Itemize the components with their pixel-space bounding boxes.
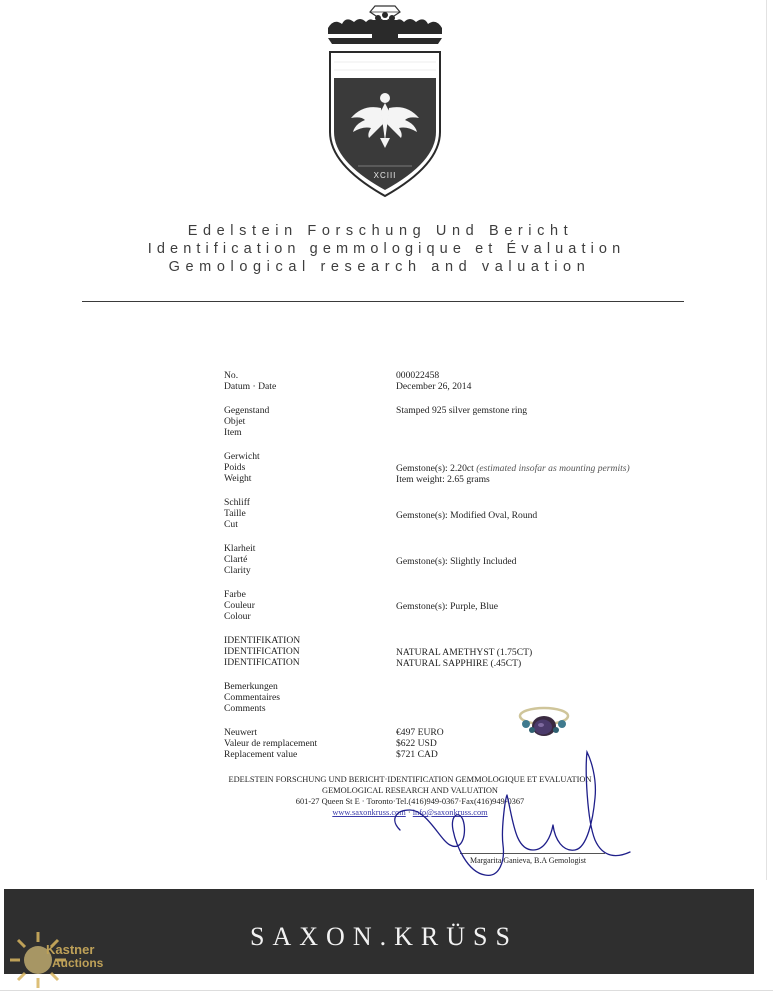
weight-gem-note: (estimated insofar as mounting permits) bbox=[476, 463, 630, 474]
replacement-label-en: Replacement value bbox=[224, 749, 298, 760]
signature-line bbox=[460, 853, 605, 854]
date-value: December 26, 2014 bbox=[396, 381, 472, 392]
title-german: Edelstein Forschung Und Bericht bbox=[187, 223, 574, 239]
weight-label-fr: Poids bbox=[224, 462, 246, 473]
replacement-value-eur: €497 EURO bbox=[396, 727, 444, 738]
crown-mantling-icon bbox=[328, 12, 442, 44]
ring-photo bbox=[512, 700, 576, 748]
email-link[interactable]: info@saxonkruss.com bbox=[412, 808, 488, 817]
identification-label-fr: IDENTIFICATION bbox=[224, 646, 300, 657]
website-link[interactable]: www.saxonkruss.com bbox=[332, 808, 406, 817]
item-value: Stamped 925 silver gemstone ring bbox=[396, 405, 528, 416]
weight-gem-value bbox=[396, 463, 630, 475]
link-separator: · bbox=[407, 808, 413, 817]
weight-gem-text: Gemstone(s): 2.20ct bbox=[396, 463, 474, 474]
cut-label-de: Schliff bbox=[224, 497, 250, 508]
date-label: Datum · Date bbox=[224, 381, 277, 392]
item-label-en: Item bbox=[224, 427, 242, 438]
title-french: Identification gemmologique et Évaluation bbox=[147, 241, 626, 257]
clarity-label-de: Klarheit bbox=[224, 543, 256, 554]
crest-numeral: XCIII bbox=[373, 171, 397, 180]
footer-line-1: EDELSTEIN FORSCHUNG UND BERICHT·IDENTIFICATION GEMMOLOGIQUE ET EVALUATION bbox=[228, 775, 592, 784]
crest-logo bbox=[320, 0, 450, 205]
footer-line-2: GEMOLOGICAL RESEARCH AND VALUATION bbox=[322, 786, 498, 795]
item-label-de: Gegenstand bbox=[224, 405, 270, 416]
number-label: No. bbox=[224, 370, 239, 381]
cut-label-fr: Taille bbox=[224, 508, 246, 519]
clarity-value: Gemstone(s): Slightly Included bbox=[396, 556, 517, 567]
comments-label-en: Comments bbox=[224, 703, 266, 714]
replacement-value-usd: $622 USD bbox=[396, 738, 437, 749]
title-english: Gemological research and valuation bbox=[168, 259, 591, 275]
replacement-label-de: Neuwert bbox=[224, 727, 258, 738]
number-value: 000022458 bbox=[396, 370, 440, 381]
colour-label-fr: Couleur bbox=[224, 600, 255, 611]
identification-label-de: IDENTIFIKATION bbox=[224, 635, 301, 646]
page-bottom-edge bbox=[0, 990, 773, 991]
identification-label-en: IDENTIFICATION bbox=[224, 657, 300, 668]
colour-label-en: Colour bbox=[224, 611, 251, 622]
cut-label-en: Cut bbox=[224, 519, 238, 530]
identification-value-1: NATURAL AMETHYST (1.75CT) bbox=[396, 647, 533, 658]
clarity-label-en: Clarity bbox=[224, 565, 251, 576]
weight-item-value: Item weight: 2.65 grams bbox=[396, 474, 490, 485]
clarity-label-fr: Clarté bbox=[224, 554, 248, 565]
auction-watermark bbox=[8, 930, 118, 990]
comments-label-de: Bemerkungen bbox=[224, 681, 278, 692]
brand-name: SAXON.KRÜSS bbox=[250, 922, 518, 951]
watermark-text-2: Auctions bbox=[52, 956, 104, 970]
replacement-label-fr: Valeur de remplacement bbox=[224, 738, 318, 749]
colour-label-de: Farbe bbox=[224, 589, 246, 600]
watermark-text-1: Kastner bbox=[46, 942, 95, 957]
item-label-fr: Objet bbox=[224, 416, 246, 427]
comments-label-fr: Commentaires bbox=[224, 692, 280, 703]
weight-label-de: Gerwicht bbox=[224, 451, 260, 462]
header-divider bbox=[82, 301, 684, 302]
signatory-name: Margarita Ganieva, B.A Gemologist bbox=[470, 856, 587, 865]
colour-value: Gemstone(s): Purple, Blue bbox=[396, 601, 499, 612]
page-edge bbox=[766, 0, 767, 880]
weight-label-en: Weight bbox=[224, 473, 252, 484]
replacement-value-cad: $721 CAD bbox=[396, 749, 438, 760]
identification-value-2: NATURAL SAPPHIRE (.45CT) bbox=[396, 658, 522, 669]
footer-links bbox=[0, 808, 773, 817]
certificate-titles bbox=[0, 222, 773, 276]
cut-value: Gemstone(s): Modified Oval, Round bbox=[396, 510, 538, 521]
footer-address: 601-27 Queen St E · Toronto·Tel.(416)949-0367·Fax(416)949-0367 bbox=[295, 797, 525, 806]
